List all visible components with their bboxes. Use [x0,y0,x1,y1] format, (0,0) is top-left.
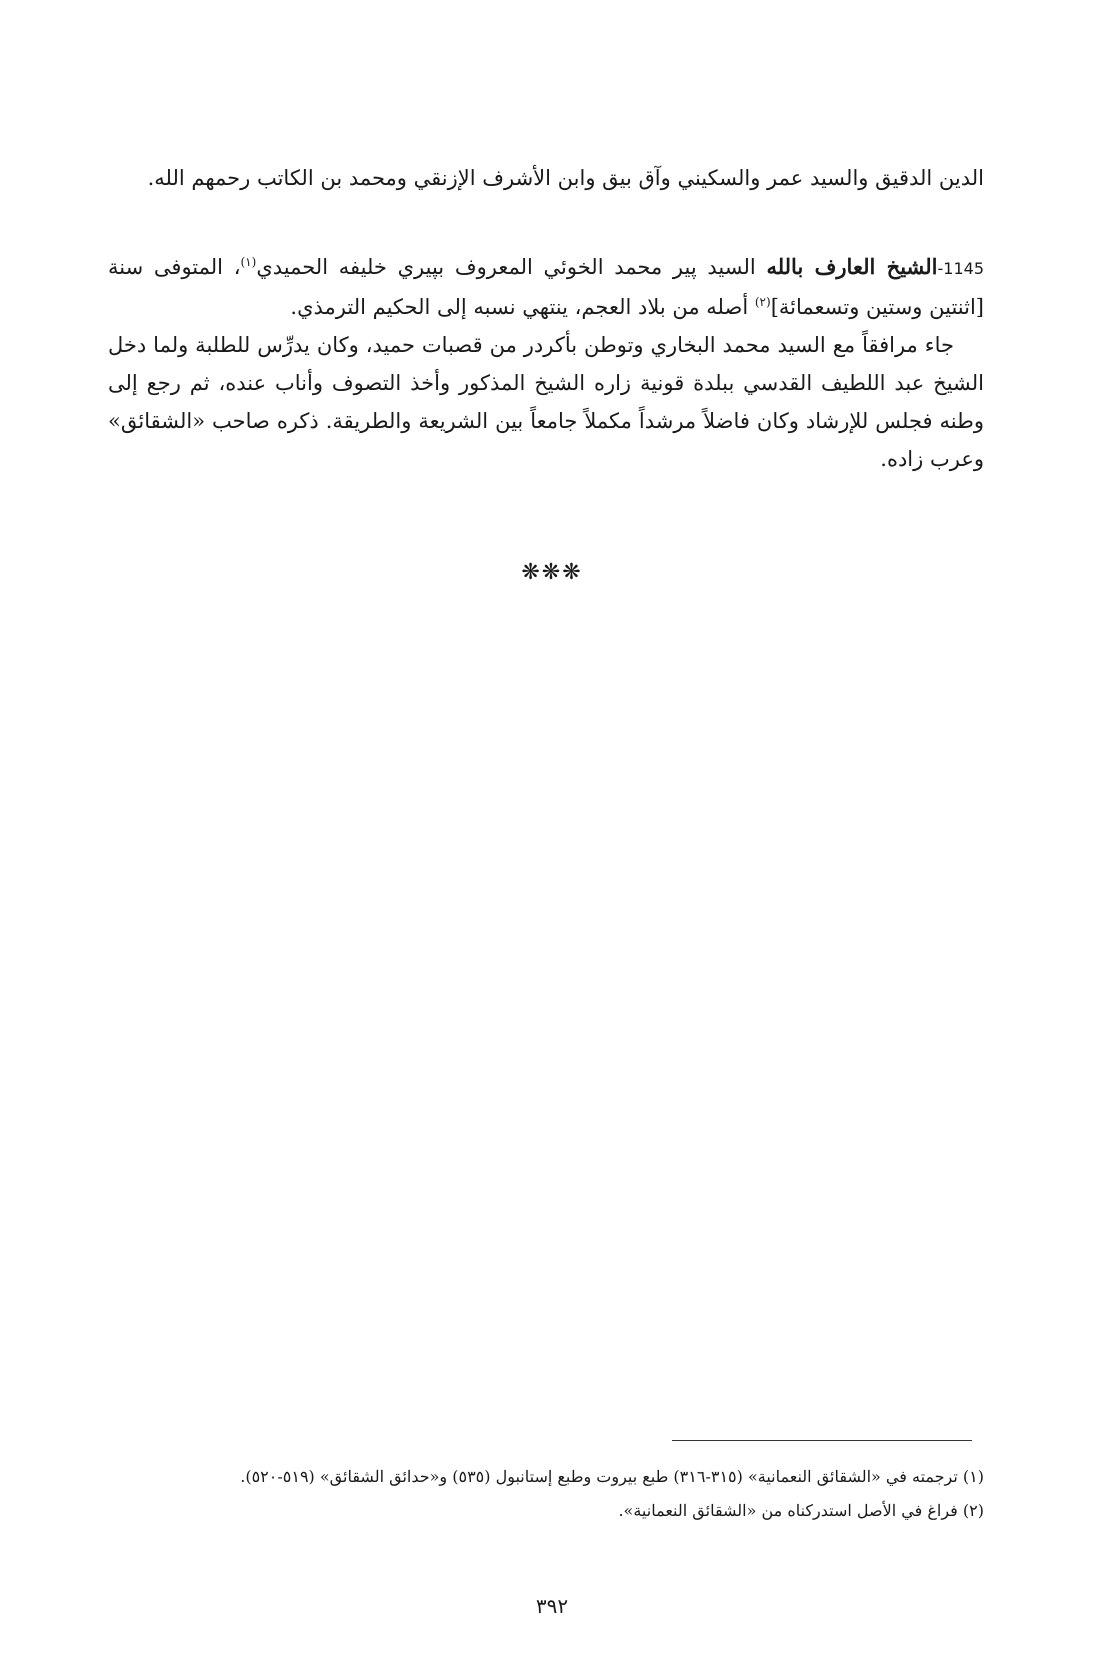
biography-entry [108,248,984,478]
entry-title: الشيخ العارف بالله [766,254,938,279]
footnotes [108,1460,984,1528]
entry-paragraph: جاء مرافقاً مع السيد محمد البخاري وتوطن بأكردر من قصبات حميد، وكان يدرِّس للطلبة ولما دخل الشيخ عبد اللطيف القدسي ببلدة قونية زاره الشيخ المذكور وأخذ التصوف وأناب عنده، ثم رجع إلى وطنه فجلس للإرشاد وكان فاضلاً مرشداً مكملاً جامعاً بين الشريعة والطريقة. ذكره صاحب «الشقائق» وعرب زاده. [108,333,984,471]
footnote-divider [672,1440,972,1441]
entry-header-line [108,248,984,326]
footnote-2: (٢) فراغ في الأصل استدركناه من «الشقائق النعمانية». [618,1501,984,1520]
footnote-marker-2: (٢) [754,295,771,309]
continuation-paragraph: الدين الدقيق والسيد عمر والسكيني وآق بيق وابن الأشرف الإزنقي ومحمد بن الكاتب رحمهم الله. [147,166,984,190]
footnote-marker-1: (١) [240,255,257,269]
entry-intro-3: أصله من بلاد العجم، ينتهي نسبه إلى الحكيم الترمذي. [290,295,755,319]
entry-intro: السيد پير محمد الخوئي المعروف بپيري خليفه الحميدي [256,255,767,279]
footnote-1: (١) ترجمته في «الشقائق النعمانية» (٣١٥-٣١٦) طبع بيروت وطبع إستانبول (٥٣٥) و«حدائق الشقائق» (٥١٩-٥٢٠). [240,1467,984,1486]
entry-number: 1145- [937,259,985,278]
section-separator: ❋❋❋ [521,560,583,585]
entry-intro-2: ، المتوفى سنة [اثنتين وستين وتسعمائة] [108,255,984,319]
page-number: ٣٩٢ [535,1594,569,1618]
